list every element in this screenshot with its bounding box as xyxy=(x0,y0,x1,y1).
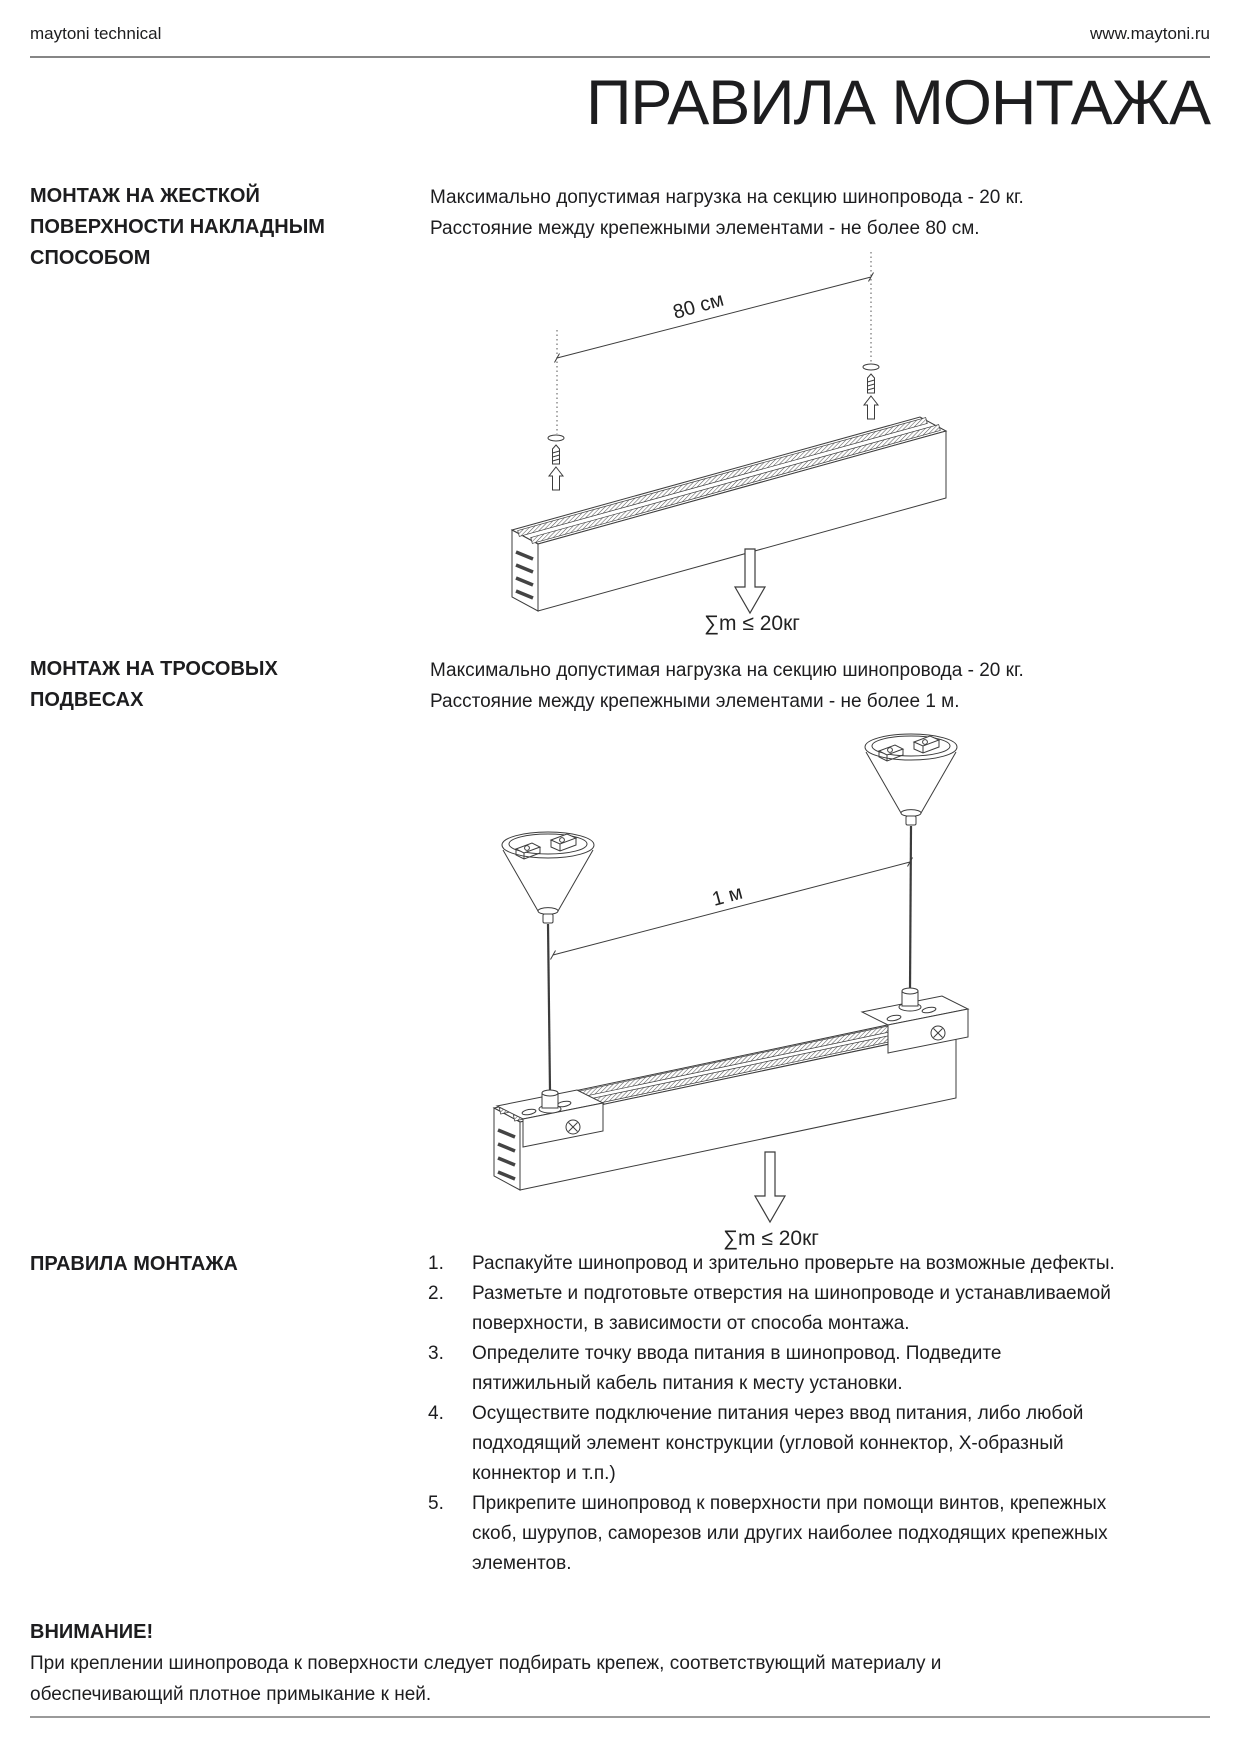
list-item: 2. Разметьте и подготовьте отверстия на шинопроводе и устанавливаемой поверхности, в зависимости от способа монтажа. xyxy=(428,1279,1210,1339)
track-drawing xyxy=(512,417,946,611)
page-title: ПРАВИЛА МОНТАЖА xyxy=(586,68,1210,138)
load-arrow-icon xyxy=(755,1152,785,1222)
load-label: ∑m ≤ 20кг xyxy=(723,1227,819,1250)
suspension-cable xyxy=(910,826,911,991)
step-number: 4. xyxy=(428,1403,444,1424)
screw-anchor-icon xyxy=(863,364,879,419)
section-heading-surface-mount: МОНТАЖ НА ЖЕСТКОЙ ПОВЕРХНОСТИ НАКЛАДНЫМ СПОСОБОМ xyxy=(30,185,325,269)
section-text-cable-suspension: Максимально допустимая нагрузка на секцию шинопровода - 20 кг. Расстояние между крепежными элементами - не более 1 м. xyxy=(430,660,1024,712)
list-item: 3. Определите точку ввода питания в шинопровод. Подведите пятижильный кабель питания к месту установки. xyxy=(428,1339,1210,1399)
step-number: 2. xyxy=(428,1283,444,1304)
step-number: 5. xyxy=(428,1493,444,1514)
header-website: www.maytoni.ru xyxy=(1090,24,1210,43)
dimension-line-1m xyxy=(551,858,913,960)
suspension-canopy-icon xyxy=(865,734,957,825)
warning-block xyxy=(30,1617,1210,1710)
list-item: 4. Осуществите подключение питания через ввод питания, либо любой подходящий элемент конструкции (угловой коннектор, Х-образный коннектор и т.п.) xyxy=(428,1399,1210,1489)
footer-divider xyxy=(30,1716,1210,1718)
load-label: ∑m ≤ 20кг xyxy=(704,612,800,635)
installation-steps-list xyxy=(428,1249,1210,1579)
suspension-cable xyxy=(548,924,550,1091)
dimension-line-80cm xyxy=(555,273,874,363)
section-heading-rules: ПРАВИЛА МОНТАЖА xyxy=(30,1253,238,1275)
dimension-label-1m: 1 м xyxy=(709,881,745,911)
list-item: 5. Прикрепите шинопровод к поверхности при помощи винтов, крепежных скоб, шурупов, саморезов или других наиболее подходящих крепежных элементов. xyxy=(428,1489,1210,1579)
warning-text: обеспечивающий плотное примыкание к ней. xyxy=(30,1684,432,1705)
header-brand: maytoni technical xyxy=(30,24,162,43)
warning-text: При креплении шинопровода к поверхности следует подбирать крепеж, соответствующий материалу и xyxy=(30,1653,942,1674)
header-divider xyxy=(30,56,1210,58)
diagram-surface-mount xyxy=(430,225,1090,650)
list-item: 1. Распакуйте шинопровод и зрительно проверьте на возможные дефекты. xyxy=(428,1249,1210,1279)
diagram-cable-suspension xyxy=(430,720,1090,1260)
section-heading-cable-suspension: МОНТАЖ НА ТРОСОВЫХ ПОДВЕСАХ xyxy=(30,658,278,711)
step-number: 3. xyxy=(428,1343,444,1364)
warning-title: ВНИМАНИЕ! xyxy=(30,1621,154,1643)
step-number: 1. xyxy=(428,1253,444,1274)
dimension-label-80cm: 80 см xyxy=(670,288,727,324)
suspension-canopy-icon xyxy=(502,832,594,923)
load-arrow-icon xyxy=(735,549,765,613)
section-text-surface-mount: Максимально допустимая нагрузка на секцию шинопровода - 20 кг. Расстояние между крепежными элементами - не более 80 см. xyxy=(430,187,1024,239)
screw-anchor-icon xyxy=(548,435,564,490)
page-header xyxy=(30,24,1210,44)
